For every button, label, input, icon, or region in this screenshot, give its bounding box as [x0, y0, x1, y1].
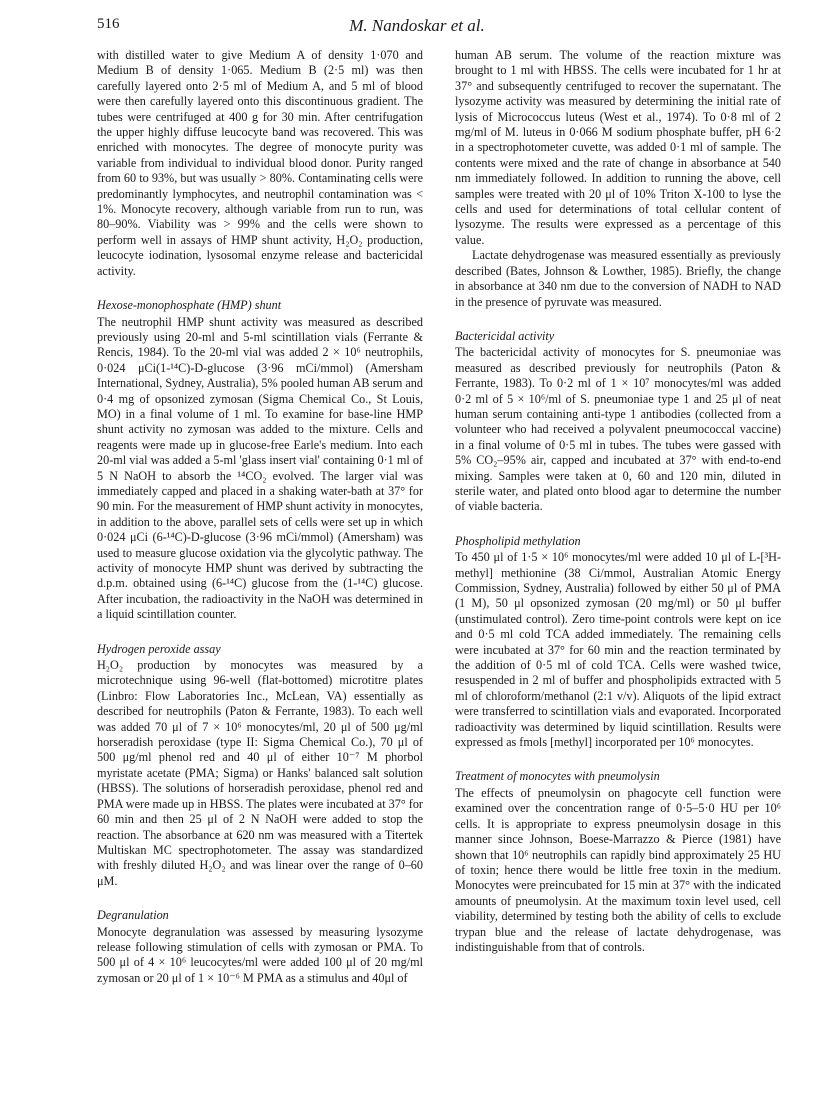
paragraph: The neutrophil HMP shunt activity was measured as described previously using 20-ml and 5-ml scintillation vials (Ferrante & Rencis, 1984). To the 20-ml vial was added 2 × 10⁶ neutrophils, 0·024 μCi(1-¹⁴C)-D-glucose (3·96 mCi/mmol) (Amersham International, Sydney, Australia), 5% pooled human AB serum and 0·4 mg of opsonized zymosan (Sigma Chemical Co., St Louis, MO) in a final volume of 1 ml. To examine for base-line HMP shunt activity no zymosan was added to the mixture. Cells and reagents were made up in glucose-free Earle's medium. Into each 20-ml vial was added a 5-ml 'glass insert vial' containing 0·1 ml of 5 N NaOH to absorb the ¹⁴CO₂ evolved. The larger vial was immediately capped and placed in a shaking water-bath at 37° for 90 min. For the measurement of HMP shunt activity in monocytes, in addition to the above, parallel sets of cells were set up in which 0·024 μCi (6-¹⁴C)-D-glucose (3·96 mCi/mmol) (Amersham) was used to measure glucose oxidation via the glycolytic pathway. The activity of monocyte HMP shunt was derived by subtracting the d.p.m. obtained using (6-¹⁴C) glucose from the (1-¹⁴C) glucose. After incubation, the radioactivity in the NaOH was determined in a liquid scintillation counter.: [97, 314, 423, 622]
page-number: 516: [97, 16, 120, 32]
section-heading: Treatment of monocytes with pneumolysin: [455, 769, 660, 784]
section-pneumolysin-treatment: [455, 769, 781, 955]
paragraph: with distilled water to give Medium A of density 1·070 and Medium B of density 1·065. Medium B (2·5 ml) was then carefully layered onto 2·5 ml of Medium A, and 5 ml of blood were then carefully layered onto this discontinuous gradient. The tubes were centrifuged at 400 g for 30 min. After centrifugation the upper highly diffuse leucocyte band was recovered. This was enriched with monocytes. The degree of monocyte purity was variable from individual to individual blood donor. Purity ranged from 60 to 93%, but was usually > 80%. Contaminating cells were predominantly lymphocytes, and neutrophil contamination was < 1%. Monocyte recovery, although variable from run to run, was 80–90%. Viability was > 99% and the cells were shown to perform well in assays of HMP shunt activity, H₂O₂ production, leucocyte iodination, lysosomal enzyme release and bactericidal activity.: [97, 48, 423, 278]
section-hmp-shunt: [97, 298, 423, 623]
section-heading: Phospholipid methylation: [455, 533, 581, 548]
right-column: [455, 48, 781, 955]
paragraph: Monocyte degranulation was assessed by measuring lysozyme release following stimulation of cells with zymosan or PMA. To 500 μl of 4 × 10⁶ leucocytes/ml were added 100 μl of 20 mg/ml zymosan or 20 μl of 1 × 10⁻⁶ M PMA as a stimulus and 40μl of: [97, 924, 423, 985]
page-header: [97, 16, 737, 42]
paragraph: The effects of pneumolysin on phagocyte cell function were examined over the concentration range of 0·5–5·0 HU per 10⁶ cells. It is appropriate to express pneumolysin dosage in this manner since Johnson, Boese-Marrazzo & Pierce (1981) have shown that 10⁶ neutrophils can rapidly bind approximately 25 HU of toxin; hence there would be little free toxin in the medium. Monocytes were preincubated for 15 min at 37° with the indicated amounts of pneumolysin. At the maximum toxin level used, cell viability, determined by testing both the ability of cells to exclude trypan blue and the release of lactate dehydrogenase, was indistinguishable from that of controls.: [455, 785, 781, 954]
paragraph: human AB serum. The volume of the reaction mixture was brought to 1 ml with HBSS. The cells were incubated for 1 hr at 37° and subsequently centrifuged to recover the supernatant. The lysozyme activity was measured by determining the initial rate of lysis of Micrococcus luteus (West et al., 1974). To 0·8 ml of 2 mg/ml of M. luteus in 0·066 M sodium phosphate buffer, pH 6·2 in a spectrophotometer cuvette, was added 0·1 ml of sample. The contents were mixed and the rate of change in absorbance at 540 nm immediately followed. In addition to running the above, cell samples were treated with 20 μl of 10% Triton X-100 to lyse the cells and used for determinations of total cellular content of lysozyme. The results were expressed as a percentage of this value.: [455, 48, 781, 247]
left-column: [97, 48, 423, 986]
section-phospholipid-methylation: [455, 534, 781, 751]
section-heading: Hydrogen peroxide assay: [97, 641, 221, 656]
running-title: M. Nandoskar et al.: [349, 16, 485, 35]
section-degranulation-continued: [455, 48, 781, 310]
section-heading: Degranulation: [97, 908, 169, 923]
section-degranulation: [97, 908, 423, 986]
section-hydrogen-peroxide: [97, 642, 423, 890]
section-bactericidal: [455, 329, 781, 515]
section-gradient-continued: [97, 48, 423, 279]
paragraph: Lactate dehydrogenase was measured essentially as previously described (Bates, Johnson & Lowther, 1985). Briefly, the change in absorbance at 340 nm due to the conversion of NADH to NAD in the presence of pyruvate was measured.: [455, 248, 781, 309]
paragraph: H₂O₂ production by monocytes was measured by a microtechnique using 96-well (flat-bottomed) microtitre plates (Linbro: Flow Laboratories Inc., McLean, VA) essentially as described for neutrophils (Paton & Ferrante, 1983). To each well was added 70 μl of 7 × 10⁶ monocytes/ml, 20 μl of 500 μg/ml horseradish peroxidase (type II: Sigma Chemical Co.), 70 μl of 500 μg/ml phenol red and 40 μl of either 10⁻⁷ M phorbol myristate acetate (PMA; Sigma) or Hanks' balanced salt solution (HBSS). The solutions of horseradish peroxidase, phenol red and PMA were made up in HBSS. The plates were incubated at 37° for 60 min and then 25 μl of 2 N NaOH were added to stop the reaction. The absorbance at 620 nm was measured with a Titertek Multiskan MC spectrophotometer. The assay was standardized with freshly diluted H₂O₂ and was linear over the range of 0–60 μM.: [97, 658, 423, 888]
section-heading: Hexose-monophosphate (HMP) shunt: [97, 298, 282, 313]
paragraph: The bactericidal activity of monocytes for S. pneumoniae was measured as described previously for neutrophils (Paton & Ferrante, 1983). To 0·2 ml of 1 × 10⁷ monocytes/ml was added 0·2 ml of 5 × 10⁶/ml of S. pneumoniae type 1 and 25 μl of neat human serum containing anti-type 1 antibodies (collected from a volunteer who had received a polyvalent pneumococcal vaccine) in a final volume of 0·5 ml in tubes. The tubes were gassed with 5% CO₂–95% air, capped and incubated at 37° with end-to-end mixing. Samples were taken at 0, 60 and 120 min, diluted in sterile water, and plated onto blood agar to determine the number of viable bacteria.: [455, 345, 781, 514]
paragraph: To 450 μl of 1·5 × 10⁶ monocytes/ml were added 10 μl of L-[³H-methyl] methionine (38 Ci/mmol, Australian Atomic Energy Commission, Sydney, Australia) followed by either 50 μl of PMA (1 M), 50 μl opsonized zymosan (20 mg/ml) or 50 μl buffer (unstimulated control). Zero time-point controls were kept on ice and 0·5 ml cold TCA added immediately. The remaining cells were incubated at 37° for 60 min and the reaction terminated by the addition of 0·5 ml of cold TCA. Cells were washed twice, resuspended in 2 ml of buffer and phospholipids extracted with 5 ml of chloroform/methanol (2:1 v/v). Aliquots of the lipid extract were transferred to scintillation vials and evaporated. Incorporated radioactivity was determined by liquid scintillation. Results were expressed as fmols [methyl] incorporated per 10⁶ monocytes.: [455, 550, 781, 750]
section-heading: Bactericidal activity: [455, 328, 555, 343]
